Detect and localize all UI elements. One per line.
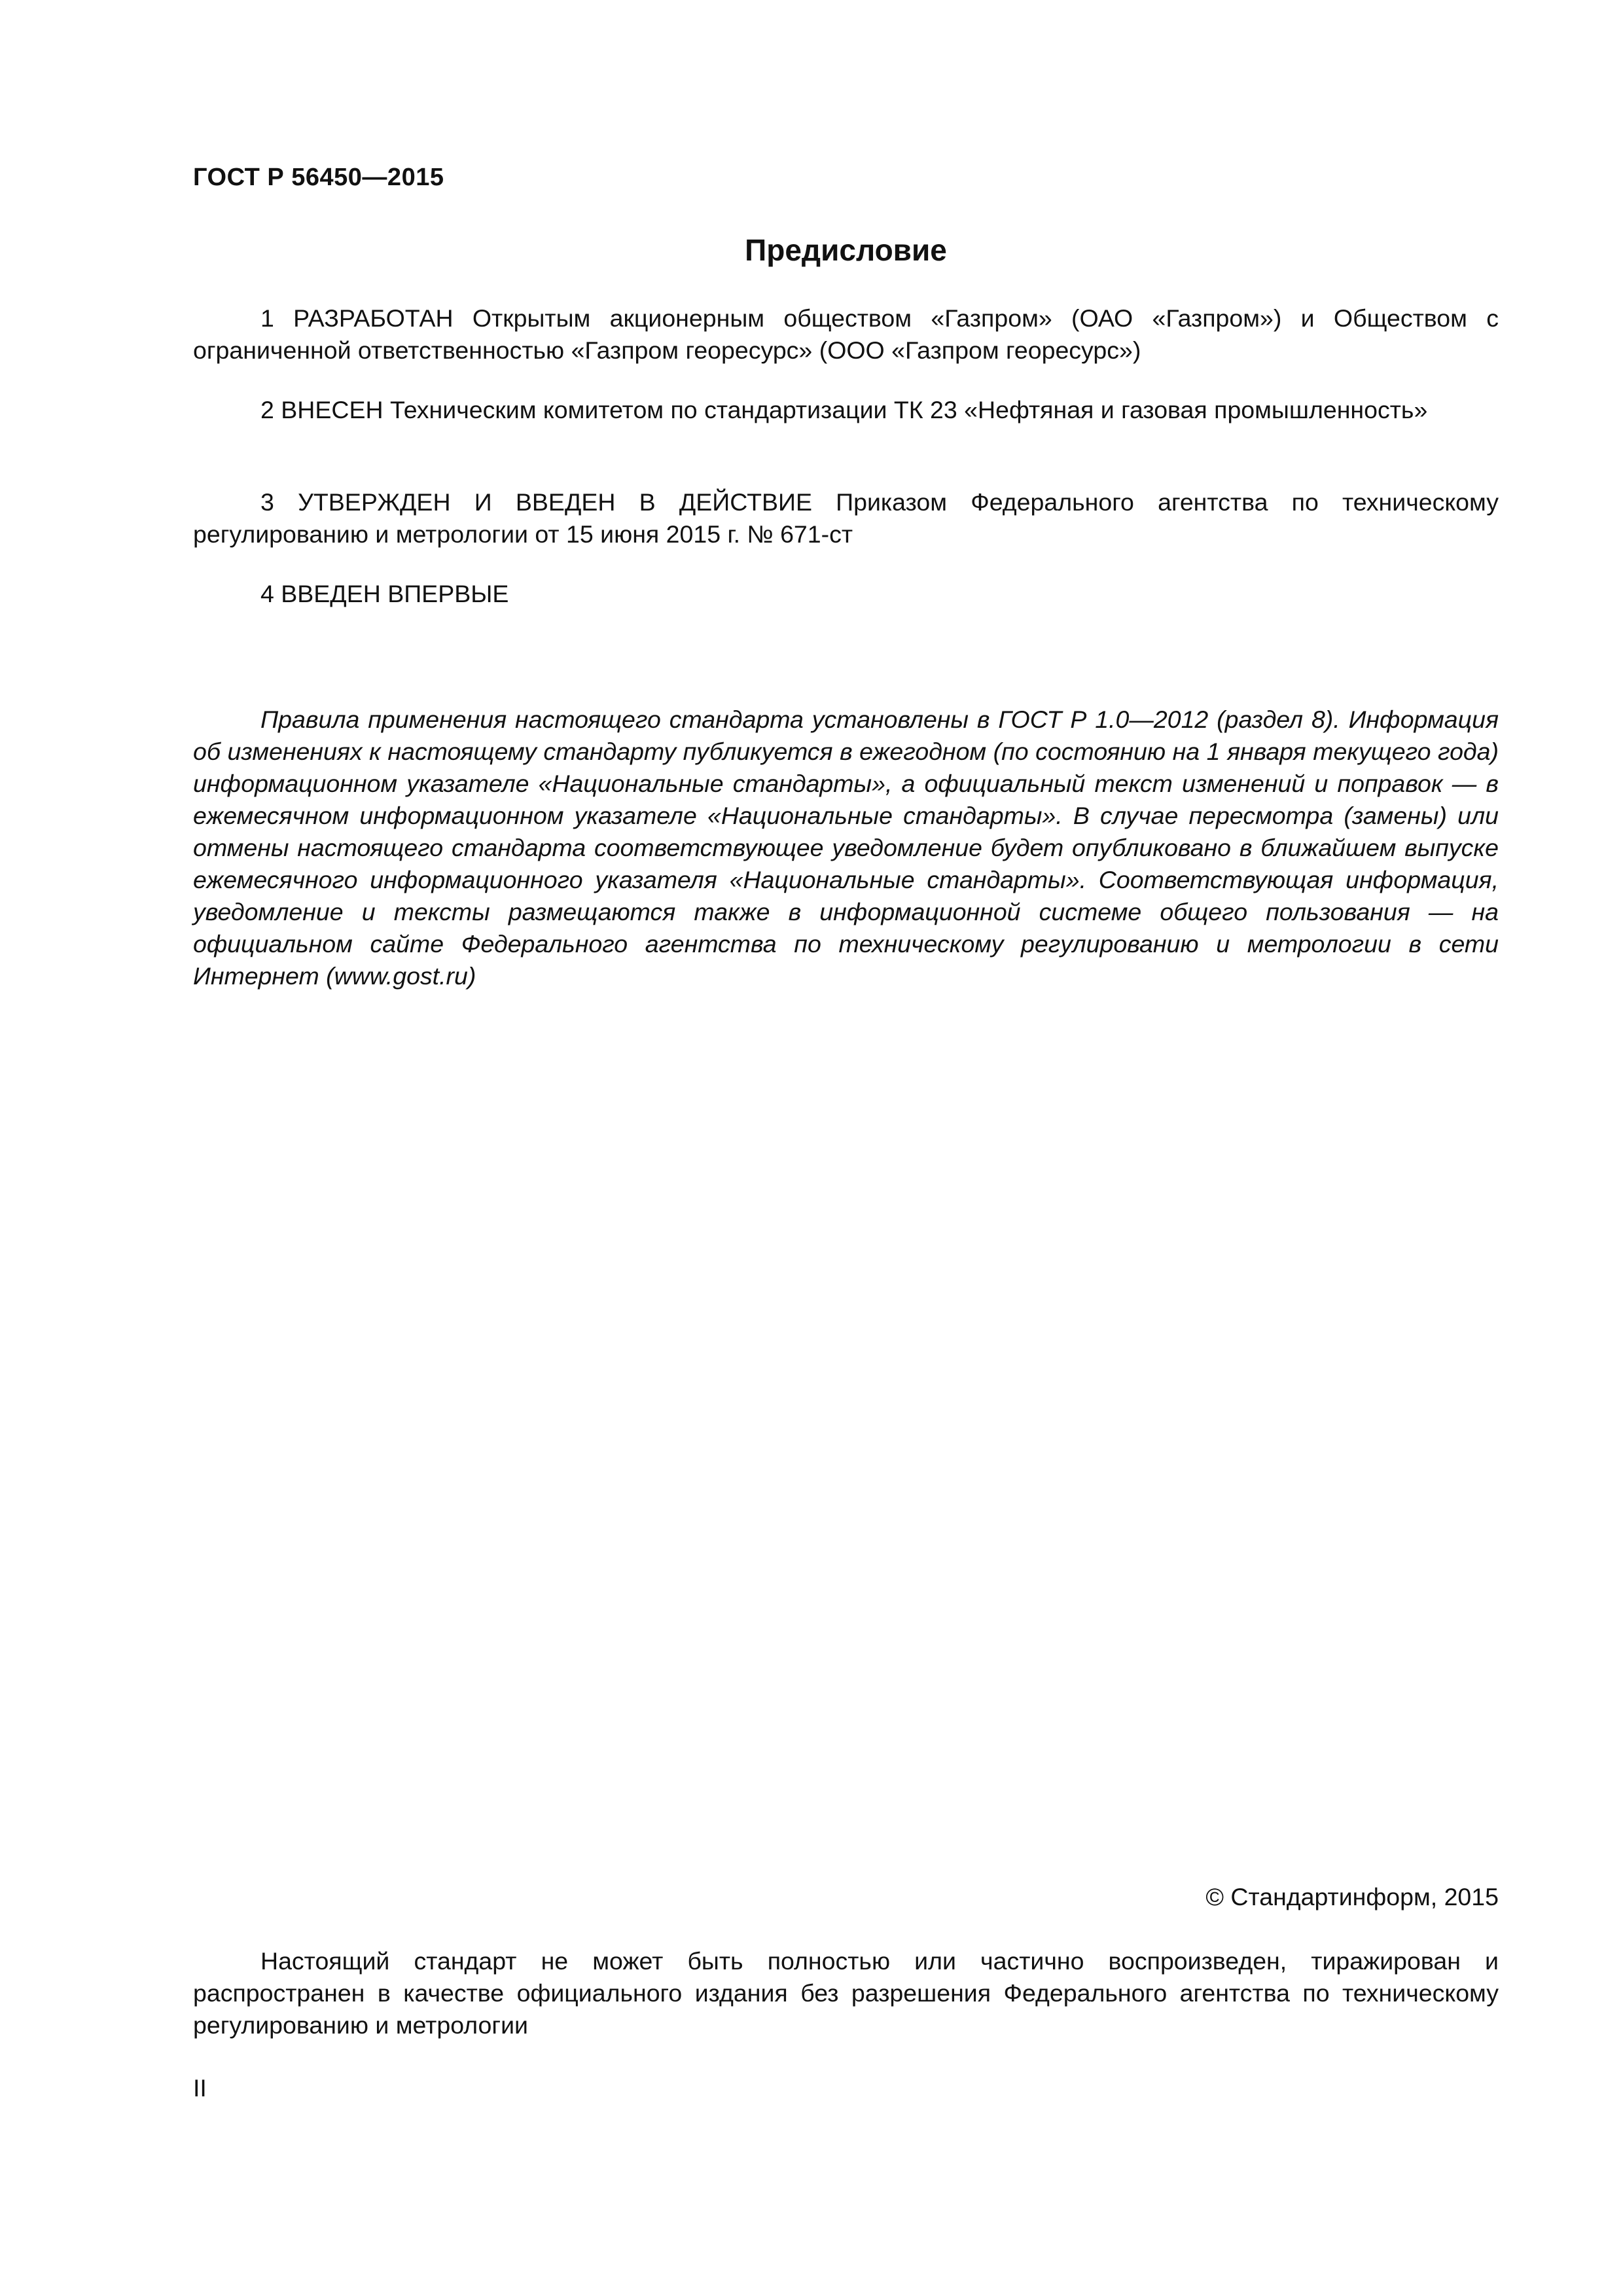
reproduction-notice: Настоящий стандарт не может быть полностью или частично воспроизведен, тиражирован и распространен в качестве официального издания без разрешения Федерального агентства по техническому регулированию и метрологии [193, 1947, 1499, 2039]
preface-item-introduced: 2 ВНЕСЕН Техническим комитетом по стандартизации ТК 23 «Нефтяная и газовая промышленность» [260, 396, 1428, 423]
application-rules-text: Правила применения настоящего стандарта установлены в ГОСТ Р 1.0—2012 (раздел 8). Информация об изменениях к настоящему стандарту публикуется в ежегодном (по состоянию на 1 января текущего года) информационном указателе «Национальные стандарты», а официальный текст изменений и поправок — в ежемесячном информационном указателе «Национальные стандарты». В случае пересмотра (замены) или отмены настоящего стандарта соответствующее уведомление будет опубликовано в ближайшем выпуске ежемесячного информационного указателя «Национальные стандарты». Соответствующая информация, уведомление и тексты размещаются также в информационной системе общего пользования — на официальном сайте Федерального агентства по техническому регулированию и метрологии в сети Интернет (www.gost.ru) [193, 706, 1499, 990]
document-code: ГОСТ Р 56450—2015 [193, 164, 444, 191]
preface-item-first-time: 4 ВВЕДЕН ВПЕРВЫЕ [260, 580, 509, 607]
page-number: II [193, 2074, 207, 2102]
preface-item-developed: 1 РАЗРАБОТАН Открытым акционерным обществом «Газпром» (ОАО «Газпром») и Обществом с ограниченной ответственностью «Газпром георесурс» (ООО «Газпром георесурс») [193, 304, 1499, 364]
section-title: Предисловие [745, 233, 947, 267]
preface-item-approved: 3 УТВЕРЖДЕН И ВВЕДЕН В ДЕЙСТВИЕ Приказом Федерального агентства по техническому регулированию и метрологии от 15 июня 2015 г. № 671-ст [193, 488, 1499, 548]
copyright-line: © Стандартинформ, 2015 [1205, 1883, 1499, 1910]
